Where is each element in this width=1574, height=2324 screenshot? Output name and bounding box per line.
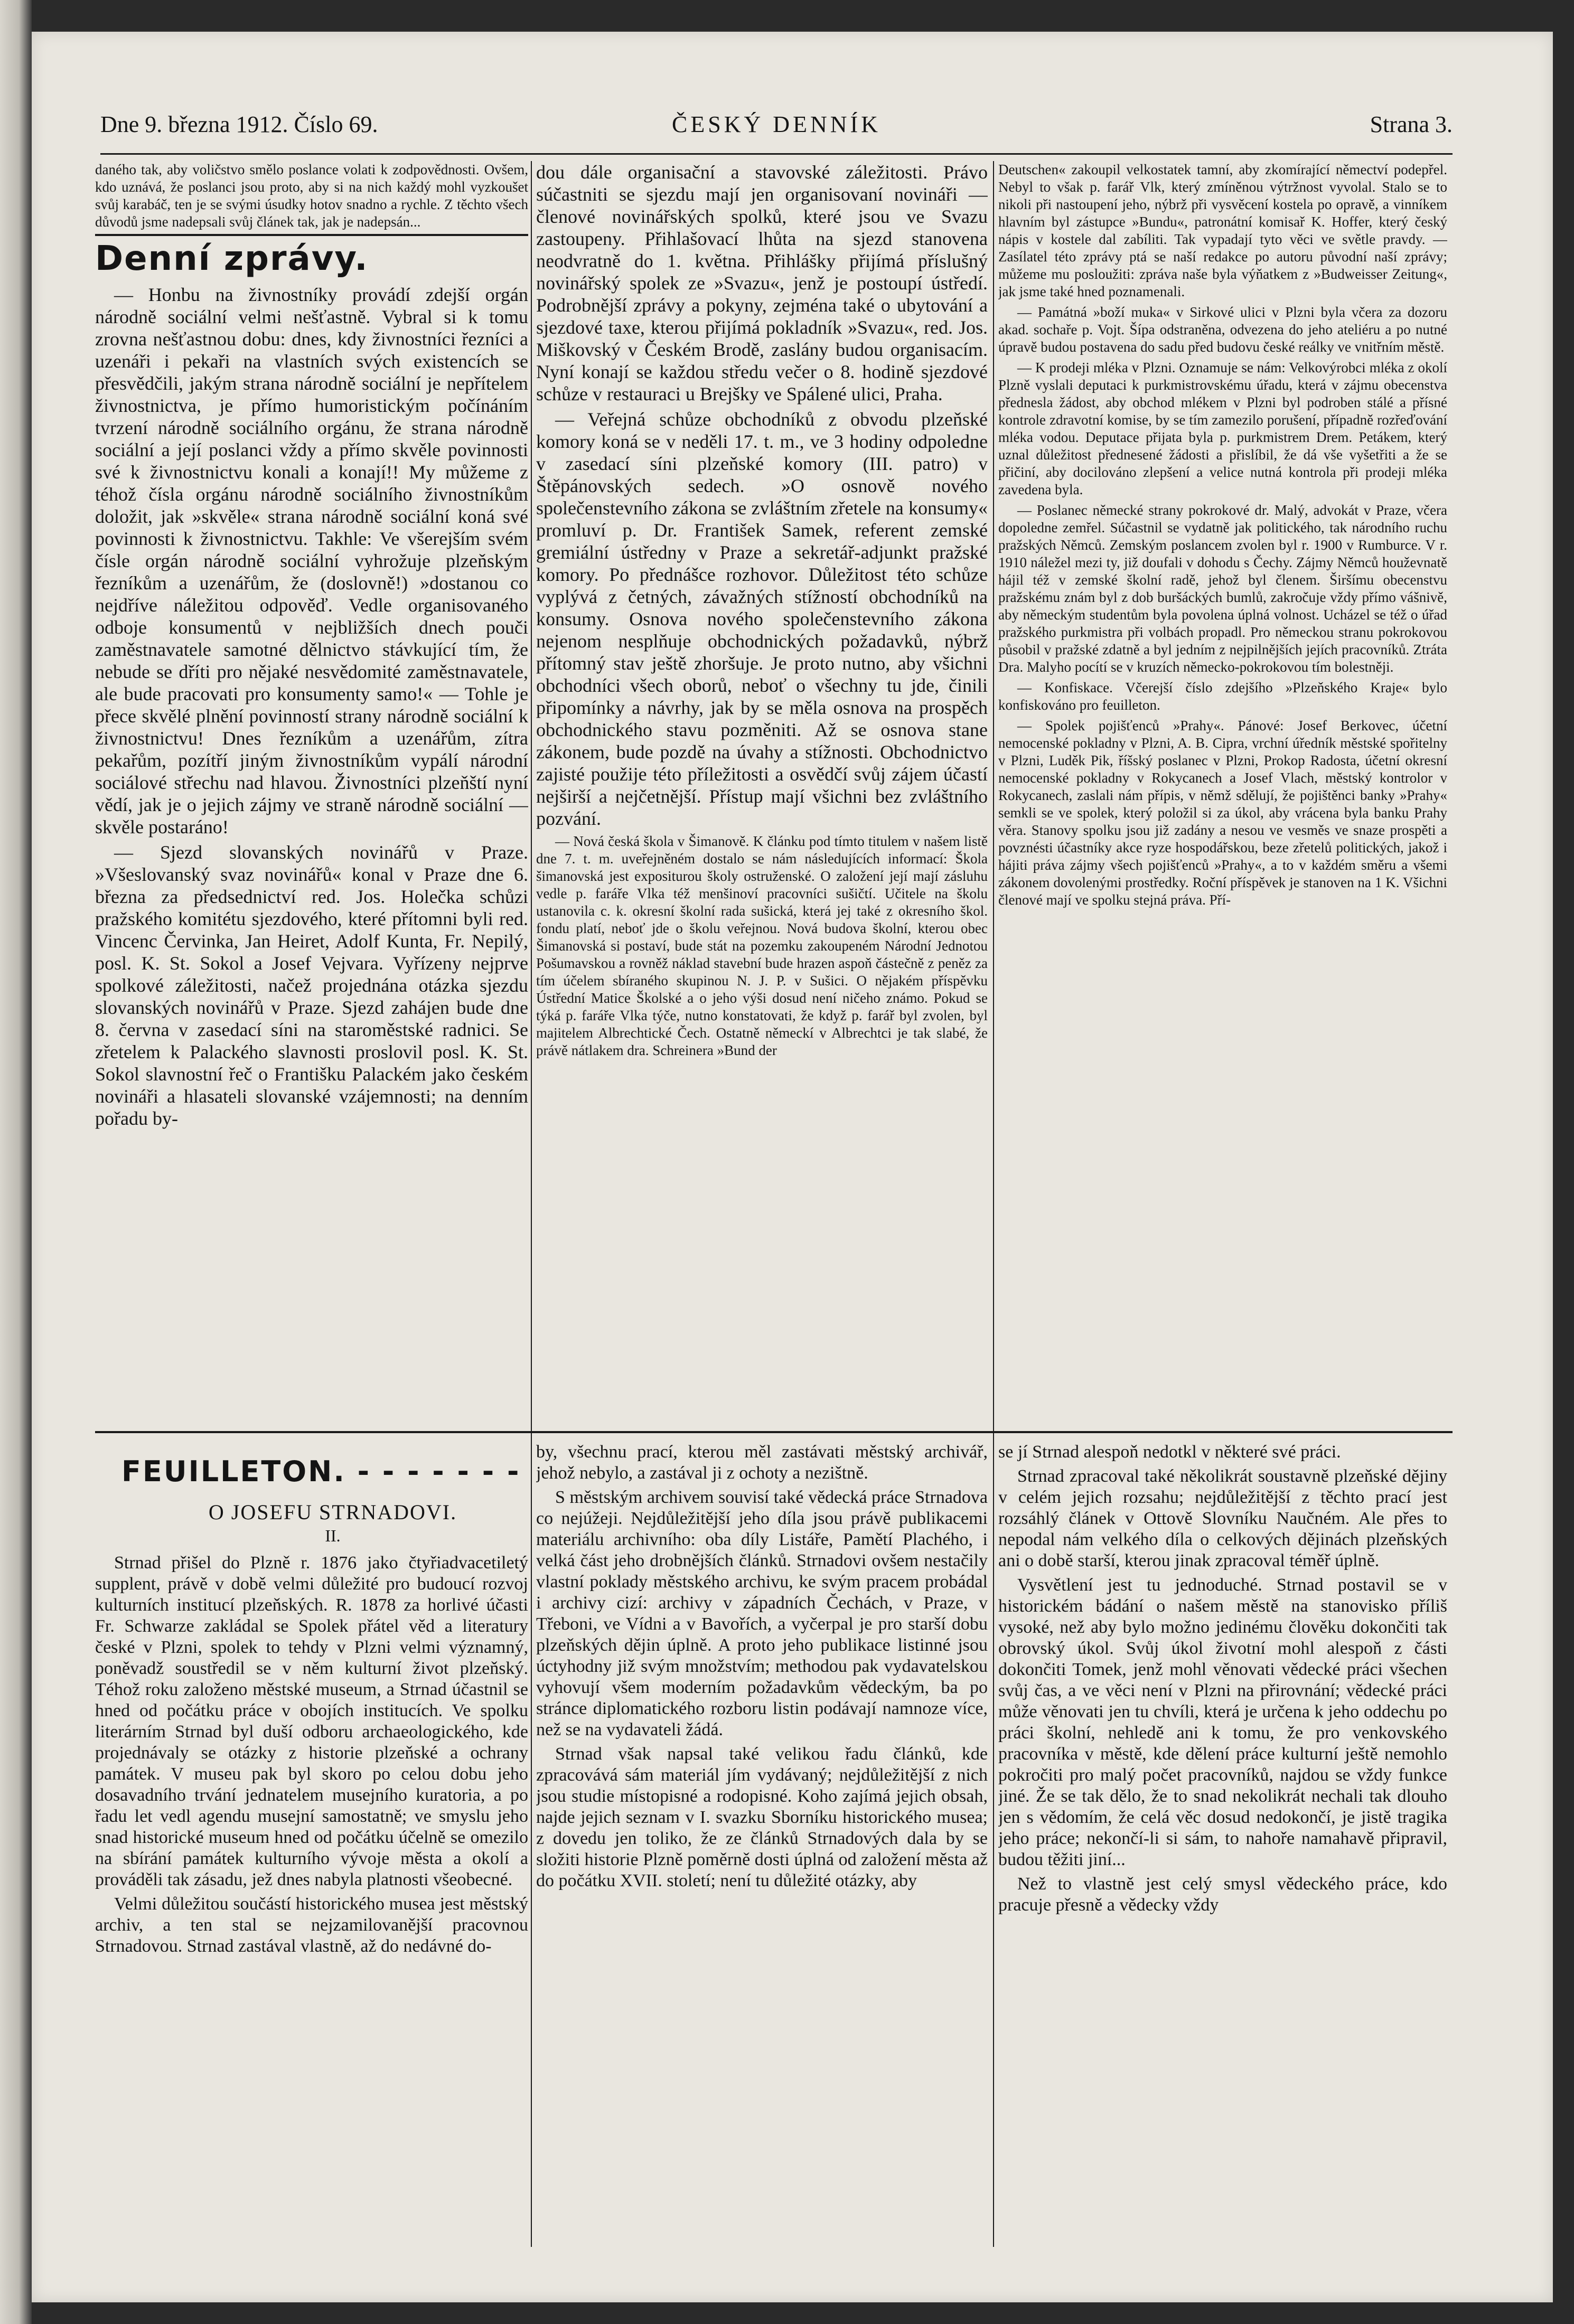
- feuilleton-column-3: [998, 1442, 1447, 2250]
- article-intro-continued: daného tak, aby voličstvo smělo poslance volati k zodpovědnosti. Ovšem, kdo uznává, že poslanci jsou proto, aby si na nich každý mohl vyzkoušet svůj karabáč, ten je se svými úsudky hotov snadno a rychle. Z těchto všech důvodů jsme nadepsali svůj článek tak, jak je nadepsán...: [95, 162, 528, 230]
- feuilleton-paragraph: Strnad však napsal také velikou řadu článků, kde zpracovává sám materiál jím vydávaný; nejdůležitější z nich jsou studie místopisné a rodopisné. Koho zajímá jejich obsah, najde jejich seznam v I. svazku Sborníku historického musea; z dovedu jen toliko, že ze článků Strnadových dala by se složiti historie Plzně poměrně dosti úplná od založení města až do počátku XVII. století; není tu důležité otázky, aby: [536, 1744, 988, 1890]
- feuilleton-paragraph: Vysvětlení jest tu jednoduché. Strnad postavil se v historickém bádání o našem městě na stanovisko příliš vysoké, než aby bylo možno jedinému člověku dokončiti tak obrovský úkol. Svůj úkol životní mohl alespoň z části dokončiti Tomek, jenž mohl věnovati vědecké práci všechen svůj čas, a ve věci není v Plzni na přirovnání; vědecké práci může věnovati jen tu chvíli, která je určena k jeho oddechu po práci školní, nehledě ani k tomu, že pro venkovského pracovníka v městě, kde dělení práce kulturní ještě nemohlo pokročiti pro malý počet pracovníků, najdou se vždy funkce jiné. Že se tak dělo, že to snad nekolikrát nechali tak dlouho jen s vědomím, že celá věc dosud nedokončí, je jistě tragika jeho práce; nekončí-li si sám, to nahoře namahavě připravil, budou těžiti jiní...: [998, 1575, 1447, 1869]
- feuilleton-paragraph: Než to vlastně jest celý smysl vědeckého práce, kdo pracuje přesně a vědecky vždy: [998, 1874, 1447, 1915]
- newspaper-page: [32, 32, 1553, 2302]
- column-3-news: [998, 161, 1447, 1423]
- feuilleton-rule: [95, 1431, 1453, 1433]
- feuilleton-paragraph: se jí Strnad alespoň nedotkl v některé své práci.: [998, 1442, 1341, 1462]
- feuilleton-title-text: FEUILLETON.: [121, 1455, 346, 1488]
- article-konfiskace: — Konfiskace. Včerejší číslo zdejšího »Plzeňského Kraje« bylo konfiskováno pro feuilleton.: [998, 680, 1447, 713]
- issue-date: Dne 9. března 1912. Číslo 69.: [100, 111, 378, 137]
- feuilleton-paragraph: Strnad zpracoval také několikrát soustavně plzeňské dějiny v celém jejich rozsahu; nejdůležitější z těchto prací jest rozsáhlý článek v Ottově Slovníku Naučném. Ale přes to nepodal nám velkého díla o celkových dějinách plzeňských ani o době starší, kterou jinak zpracoval téměř úplně.: [998, 1466, 1447, 1570]
- page-number: Strana 3.: [1370, 111, 1453, 137]
- feuilleton-column-2: [536, 1442, 988, 2250]
- column-1-news: [95, 161, 528, 1423]
- page-header: [100, 111, 1453, 148]
- masthead: ČESKÝ DENNÍK: [672, 111, 881, 137]
- article-bozi-muka: — Památná »boží muka« v Sirkové ulici v Plzni byla včera za dozoru akad. sochaře p. Vojt. Šípa odstraněna, odvezena do jeho ateliéru a po nutné úpravě budou postavena do sadu před budovu české reálky ve vnitřním městě.: [998, 304, 1447, 355]
- article-spolek-pojistencu: — Spolek pojišťenců »Prahy«. Pánové: Josef Berkovec, účetní nemocenské pokladny v Plzni, A. B. Cipra, vrchní úředník městské spořitelny v Plzni, Luděk Pik, říšský poslanec v Plzni, Prokop Radosta, účetní okresní nemocenské pokladny v Rokycanech a Josef Vlach, městský kontrolor v Rokycanech, zaslali nám přípis, v němž sdělují, že pojištěnci banky »Prahy« semkli se ve spolek, který položil si za úkol, aby vrácena byla banku Prahy věra. Stanovy spolku jsou již zadány a nesou ve vesměs ve snaze prospěti a povznésti účastníky akce ryze hospodářskou, beze zřetelů politických, jakož i hájiti práva zájmy všech pojišťenců »Prahy«, a to v každém směru a všemi zákonem dovolenými prostředky. Roční příspěvek je stanoven na 1 K. Všichni členové mají ve spolku stejná práva. Pří-: [998, 718, 1447, 908]
- header-rule: [100, 153, 1453, 155]
- article-sjezd-continued: dou dále organisační a stavovské záležitosti. Právo súčastniti se sjezdu mají jen organisovaní novináři — členové novinářských spolků, které jsou ve Svazu zastoupeny. Přihlašovací lhůta na sjezd stanovena neodvratně do 1. května. Přihlášky přijímá příslušný novinářský spolek ze »Svazu«, jenž je postoupí ústředí. Podrobnější zprávy a pokyny, zejména také o ubytování a sjezdové taxe, kterou přijímá pokladník »Svazu«, red. Jos. Miškovský v Českém Brodě, zaslány budou organisacím. Nyní konají se každou středu večer o 8. hodině sjezdové schůze v restauraci u Brejšky ve Spálené ulici, Praha.: [536, 162, 988, 404]
- feuilleton-paragraph: Strnad přišel do Plzně r. 1876 jako čtyřiadvacetiletý supplent, právě v době velmi důležité pro budoucí rozvoj kulturních institucí plzeňských. R. 1878 za horlivé účasti Fr. Schwarze zakládal se Spolek přátel věd a literatury české v Plzni, spolek to tehdy v Plzni velmi významný, poněvadž soustředil se v něm kulturní život plzeňský. Téhož roku založeno městské museum, a Strnad účastnil se hned od počátku práce v obojích institucích. Ve spolku literárním Strnad byl duší odboru archaeologického, kde projednávaly se otázky z historie plzeňské a ochrany památek. V museu pak byl skoro po celou dobu jeho dosavadního trvání jednatelem musejního kuratoria, a po řadu let vedl agendu musejní samostatně; ve smyslu jeho snad historické museum hned od počátku účelně se omezilo na sbírání památek kulturního vývoje města a okolí a prováděli tak zásadu, jež dnes nabyla platnosti všeobecné.: [95, 1553, 528, 1889]
- feuilleton-title: FEUILLETON. - - - - - - -: [121, 1455, 521, 1488]
- article-prodej-mleka: — K prodeji mléka v Plzni. Oznamuje se nám: Velkovýrobci mléka z okolí Plzně vyslali deputaci k purkmistrovskému úřadu, která v zájmu obecenstva přednesla žádost, aby obchod mlékem v Plzni byl podroben stálé a přísné kontrole zdravotní komise, by se tím zamezilo porušení, případně rozřeďování mléka vodou. Deputace přijata byla p. purkmistrem Drem. Petákem, který uznal důležitost přednesené žádosti a přislíbil, že dá vše vyšetřiti a že se přičiní, aby docilováno zlepšení a velice nutná kontrola při prodeji mléka zavedena byla.: [998, 360, 1447, 497]
- section-rule: [95, 234, 528, 236]
- column-separator-2: [993, 161, 994, 2247]
- article-sjezd-novinaru: — Sjezd slovanských novinářů v Praze. »Všeslovanský svaz novinářů« konal v Praze dne 6. března za předsednictví red. Jos. Holečka schůzi pražského komitétu sjezdového, které přítomni byli red. Vincenc Červinka, Jan Heiret, Adolf Kunta, Fr. Nepilý, posl. K. St. Sokol a Josef Vejvara. Vyřízeny nejprve spolkové záležitosti, načež projednána otázka sjezdu slovanských novinářů v Praze. Sjezd zahájen bude dne 8. června v zasedací síni na staroměstské radnici. Se zřetelem k Palackého slavnosti proslovil posl. K. St. Sokol slavnostní řeč o Františku Palackém jako českém novináři a hlasateli slovanské vzájemnosti; na denním pořadu by-: [95, 842, 528, 1129]
- feuilleton-column-1: [95, 1553, 528, 2250]
- column-separator-1: [531, 161, 532, 2247]
- scan-left-edge: [0, 0, 32, 2324]
- feuilleton-paragraph: S městským archivem souvisí také vědecká práce Strnadova co nejúžeji. Nejdůležitější jeho díla jsou právě publikacemi materiálu archivního: oba díly Listáře, Pamětí Plachého, i velká část jeho drobnějších článků. Strnadovi ovšem nestačily vlastní poklady městského archivu, ke svým pracem probádal i archivy cizí: archivy v západních Čechách, v Praze, v Třeboni, ve Vídni a v Bavořích, a vyčerpal je pro starší dobu plzeňských dějin úplně. A proto jeho publikace listinné jsou úctyhodny již svým množstvím; methodou pak vydavatelskou vyhovují všem moderním požadavkům vědeckým, ba po stránce diplomatického rozboru listin podávají namnoze více, než se na vydavateli žádá.: [536, 1488, 988, 1739]
- article-bund-continued: Deutschen« zakoupil velkostatek tamní, aby zkomírající němectví podepřel. Nebyl to však p. farář Vlk, který zmíněnou výtržnost vyvolal. Stalo se to nikoli při nastoupení jeho, nýbrž při vysvěcení kostela po opravě, a vinníkem hlavním byl zástupce »Bundu«, patronátní komisař K. Hoffer, který český nápis v kostele dal zabíliti. Tak vypadají tyto věci ve světle pravdy. — Zasílatel této zprávy ptá se naší redakce po autoru původní naší zprávy; můžeme mu posloužiti: zpráva naše byla výňatkem z »Budweisser Zeitung«, jak jsme také hned poznamenali.: [998, 162, 1447, 299]
- article-honba-na-zivnostniky: — Honbu na živnostníky provádí zdejší orgán národně sociální velmi nešťastně. Vybral si k tomu zrovna nešťastnou dobu: dnes, kdy živnostníci řezníci a uzenáři i pekaři na vlastních svých existencích se přesvědčili, jakým strana národně sociální je nepřítelem živnostnictva, je přímo humoristickým počínáním tvrzení národně sociálního orgánu, že strana národně sociální a její poslanci vždy a přímo skvěle povinnosti své k živnostnictvu konali a konají!! My můžeme z téhož čísla orgánu národně sociálního živnostníkům doložit, jak »skvěle« strana národně sociální koná své povinnosti k živnostnictvu. Takhle: Ve všerejším svém čísle orgán národně sociální vyhrožuje plzeňským řezníkům a uzenářům, že (doslovně!) »dostanou co nejdříve náležitou odpověď. Vedle organisovaného odboje konsumentů v nejbližších dnech pouči zaměstnavatele samotné dělnictvo stávkující tím, že nebude se dříti pro nějaké nesvědomité zaměstnavatele, ale bude pracovati pro konsumenty samo!« — Tohle je přece skvělé plnění povinností strany národně sociální k živnostnictvu! Dnes řezníkům a uzenářům, zítra pekařům, pozítří jiným živnostníkům vypálí národní sociálové střechu nad hlavou. Živnostníci plzeňští nyní vědí, jak je o jejich zájmy ve straně národně sociální — skvěle postaráno!: [95, 284, 528, 838]
- column-2-news: [536, 161, 988, 1423]
- feuilleton-subtitle: O JOSEFU STRNADOVI.: [208, 1500, 457, 1524]
- article-nova-skola: — Nová česká škola v Šimanově. K článku pod tímto titulem v našem listě dne 7. t. m. uveřejněném dostalo se nám následujících informací: Škola šimanovská jest expositurou školy ostruženské. O založení její mají zásluhu vedle p. faráře Vlka též menšinoví pracovníci sušičtí. Učitele na školu ustanovila c. k. okresní školní rada sušická, která jej také z okresního škol. fondu platí, neboť jde o školu veřejnou. Nová budova školní, kterou obec Šimanovská si postaví, bude stát na pozemku zakoupeném Národní Jednotou Pošumavskou a rovněž náklad stavební bude hrazen aspoň částečně z peněz za tím účelem sbíraného skupinou N. J. P. v Sušici. O nějakém příspěvku Ústřední Matice Školské a o jeho výši dosud není ničeho známo. Pokud se týká p. faráře Vlka týče, nutno konstatovati, že když p. farář byl zvolen, byl majitelem Albrechtické Čech. Ostatně německí v Albrechtci je tak slabé, že právě nátlakem dra. Schreinera »Bund der: [536, 833, 988, 1058]
- feuilleton-paragraph: Velmi důležitou součástí historického musea jest městský archiv, a ten stal se nejzamilovanější pracovnou Strnadovou. Strnad zastával vlastně, až do nedávné do-: [95, 1894, 528, 1956]
- feuilleton-paragraph: by, všechnu prací, kterou měl zastávati městský archivář, jehož nebylo, a zastával ji z ochoty a nezištně.: [536, 1442, 988, 1483]
- section-title-denni-zpravy: Denní zprávy.: [95, 239, 369, 278]
- feuilleton-part: II.: [325, 1526, 341, 1545]
- article-verejna-schuze: — Veřejná schůze obchodníků z obvodu plzeňské komory koná se v neděli 17. t. m., ve 3 hodiny odpoledne v zasedací síni plzeňské komory (III. patro) v Štěpánovských sedech. »O osnově nového společenstevního zákona se zvláštním zřetele na konsumy« promluví p. Dr. František Samek, referent zemské gremiální ústředny v Praze a sekretář-adjunkt pražské komory. Po přednášce rozhovor. Důležitost této schůze vyplývá z četných, závažných stížností obchodníků na konsumy. Osnova nového společenstevního zákona nejenom nesplňuje obchodnických požadavků, nýbrž přítomný stav ještě zhoršuje. Je proto nutno, aby všichni obchodníci všech oborů, neboť o všechny tu jde, činili připomínky a návrhy, jak by se měla osnova na prospěch obchodnického stavu pozměniti. Až se osnova stane zákonem, bude pozdě na úvahy a stížnosti. Obchodnictvo zajisté použije této příležitosti a osvědčí svůj zájem účastí nejširší a nejčetnější. Přístup mají všichni bez zvláštního pozvání.: [536, 409, 988, 829]
- article-poslanec-maly: — Poslanec německé strany pokrokové dr. Malý, advokát v Praze, včera dopoledne zemřel. Súčastnil se vydatně jak politického, tak národního ruchu pražských Němců. Zemským poslancem zvolen byl r. 1900 v Rumburce. V r. 1910 náležel mezi ty, již doufali v dohodu s Čechy. Zájmy Němců houževnatě hájil též v zemské školní radě, jehož byl členem. Širšímu obecenstvu pražskému znám byl z dob buršáckých bumlů, zakročuje vždy přímo vášnivě, aby německým studentům byla povolena úplná volnost. Ucházel se též o úřad pražského purkmistra při volbách propadl. Pro německou stranu pokrokovou působil v pražské zdatně a byl jedním z nejpilnějších jejích pracovníků. Ztráta Dra. Malyho pocítí se v kruzích německo-pokrokovou tím bolestněji.: [998, 502, 1447, 675]
